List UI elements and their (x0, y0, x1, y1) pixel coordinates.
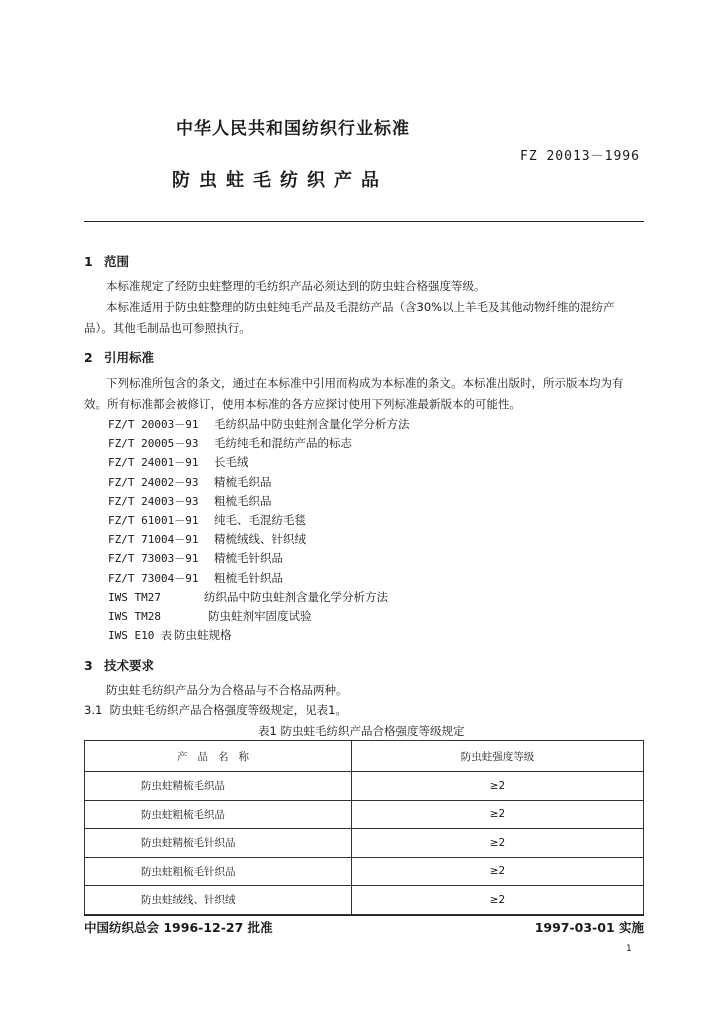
grade-cell: ≥2 (352, 800, 644, 829)
standard-title: 防虫蛀毛纺织产品 (172, 170, 388, 191)
ref-name: 粗梳毛针织品 (214, 570, 283, 585)
list-item (108, 549, 410, 568)
subsection-number: 3.1 (84, 703, 103, 717)
ref-name: 防虫蛀规格 (174, 628, 232, 643)
ref-name: 粗梳毛织品 (214, 493, 272, 508)
list-item (108, 626, 410, 645)
ref-name: 毛纺纯毛和混纺产品的标志 (214, 436, 352, 451)
section-1-heading (84, 252, 129, 270)
table-row (85, 886, 644, 915)
list-item (108, 415, 410, 434)
product-name-cell: 防虫蛀精梳毛针织品 (85, 829, 352, 858)
section-1-paragraph-2 (84, 297, 640, 339)
list-item (108, 588, 410, 607)
ref-code: FZ/T 20003－91 (108, 418, 199, 431)
ref-code: FZ/T 20005－93 (108, 437, 199, 451)
table-row (85, 772, 644, 801)
section-2-paragraph-1 (84, 373, 640, 415)
ref-code: FZ/T 73003－91 (108, 552, 199, 566)
approval-statement: 中国纺织总会 1996-12-27 批准 (84, 920, 273, 935)
paragraph-text: 本标准规定了经防虫蛀整理的毛纺织产品必须达到的防虫蛀合格强度等级。 (106, 279, 486, 293)
grade-cell: ≥2 (352, 829, 644, 858)
table-caption: 表1 防虫蛀毛纺织产品合格强度等级规定 (258, 724, 465, 738)
ref-code: IWS E10 表 (108, 629, 172, 643)
section-title: 技术要求 (104, 658, 155, 673)
header-divider (84, 221, 644, 222)
list-item (108, 511, 410, 530)
product-name-cell: 防虫蛀粗梳毛针织品 (85, 857, 352, 886)
list-item (108, 434, 410, 453)
list-item (108, 569, 410, 588)
section-number: 1 (84, 254, 93, 269)
subsection-text: 防虫蛀毛纺织产品合格强度等级规定，见表1。 (109, 703, 347, 717)
ref-name: 毛纺织品中防虫蛀剂含量化学分析方法 (214, 417, 410, 431)
footer-divider (84, 915, 644, 916)
grade-table (84, 740, 644, 915)
table-row (85, 800, 644, 829)
list-item (108, 492, 410, 511)
section-3-paragraph-1 (84, 680, 640, 701)
ref-code: FZ/T 73004－91 (108, 571, 199, 585)
ref-code: FZ/T 24002－93 (108, 475, 199, 489)
ref-code: FZ/T 61001－91 (108, 513, 199, 527)
product-name-cell: 防虫蛀粗梳毛织品 (85, 800, 352, 829)
ref-code: FZ/T 71004－91 (108, 533, 199, 547)
paragraph-text: 下列标准所包含的条文，通过在本标准中引用而构成为本标准的条文。本标准出版时，所示版本均为有效。所有标准都会被修订，使用本标准的各方应探讨使用下列标准最新版本的可能性。 (84, 376, 624, 411)
grade-cell: ≥2 (352, 857, 644, 886)
product-name-cell: 防虫蛀绒线、针织绒 (85, 886, 352, 915)
section-1-paragraph-1 (84, 276, 640, 297)
ref-code: FZ/T 24001－91 (108, 456, 199, 470)
ref-name: 长毛绒 (214, 455, 249, 470)
ref-code: FZ/T 24003－93 (108, 494, 199, 508)
ref-name: 防虫蛀剂牢固度试验 (208, 608, 312, 623)
ref-code: IWS TM27 (108, 590, 161, 604)
ref-name: 精梳毛针织品 (214, 551, 283, 566)
grade-cell: ≥2 (352, 772, 644, 801)
standard-code: FZ 20013－1996 (520, 149, 640, 164)
product-name-cell: 防虫蛀精梳毛织品 (85, 772, 352, 801)
list-item (108, 607, 410, 626)
ref-name: 精梳毛织品 (214, 474, 272, 489)
ref-name: 纯毛、毛混纺毛毯 (214, 512, 306, 527)
section-number: 3 (84, 658, 93, 673)
section-number: 2 (84, 350, 93, 365)
section-title: 引用标准 (104, 350, 155, 365)
page-number: 1 (626, 944, 632, 954)
section-title: 范围 (104, 254, 130, 269)
list-item (108, 473, 410, 492)
table-row (85, 857, 644, 886)
subsection-3-1 (84, 700, 640, 721)
section-3-heading (84, 656, 154, 674)
list-item (108, 530, 410, 549)
paragraph-text: 防虫蛀毛纺织产品分为合格品与不合格品两种。 (106, 683, 348, 697)
column-header-product-name: 产品名称 (85, 741, 352, 772)
ref-name: 纺织品中防虫蛀剂含量化学分析方法 (204, 589, 388, 604)
grade-cell: ≥2 (352, 886, 644, 915)
standard-organization: 中华人民共和国纺织行业标准 (176, 119, 410, 139)
ref-name: 精梳绒线、针织绒 (214, 532, 306, 547)
ref-code: IWS TM28 (108, 609, 161, 623)
paragraph-text: 本标准适用于防虫蛀整理的防虫蛀纯毛产品及毛混纺产品（含30%以上羊毛及其他动物纤维的混纺产品）。其他毛制品也可参照执行。 (84, 300, 615, 335)
table-row (85, 829, 644, 858)
referenced-standards-list (108, 415, 410, 645)
list-item (108, 453, 410, 472)
column-header-grade: 防虫蛀强度等级 (352, 741, 644, 772)
implementation-date: 1997-03-01 实施 (534, 920, 644, 935)
section-2-heading (84, 348, 154, 366)
table-header-row (85, 741, 644, 772)
